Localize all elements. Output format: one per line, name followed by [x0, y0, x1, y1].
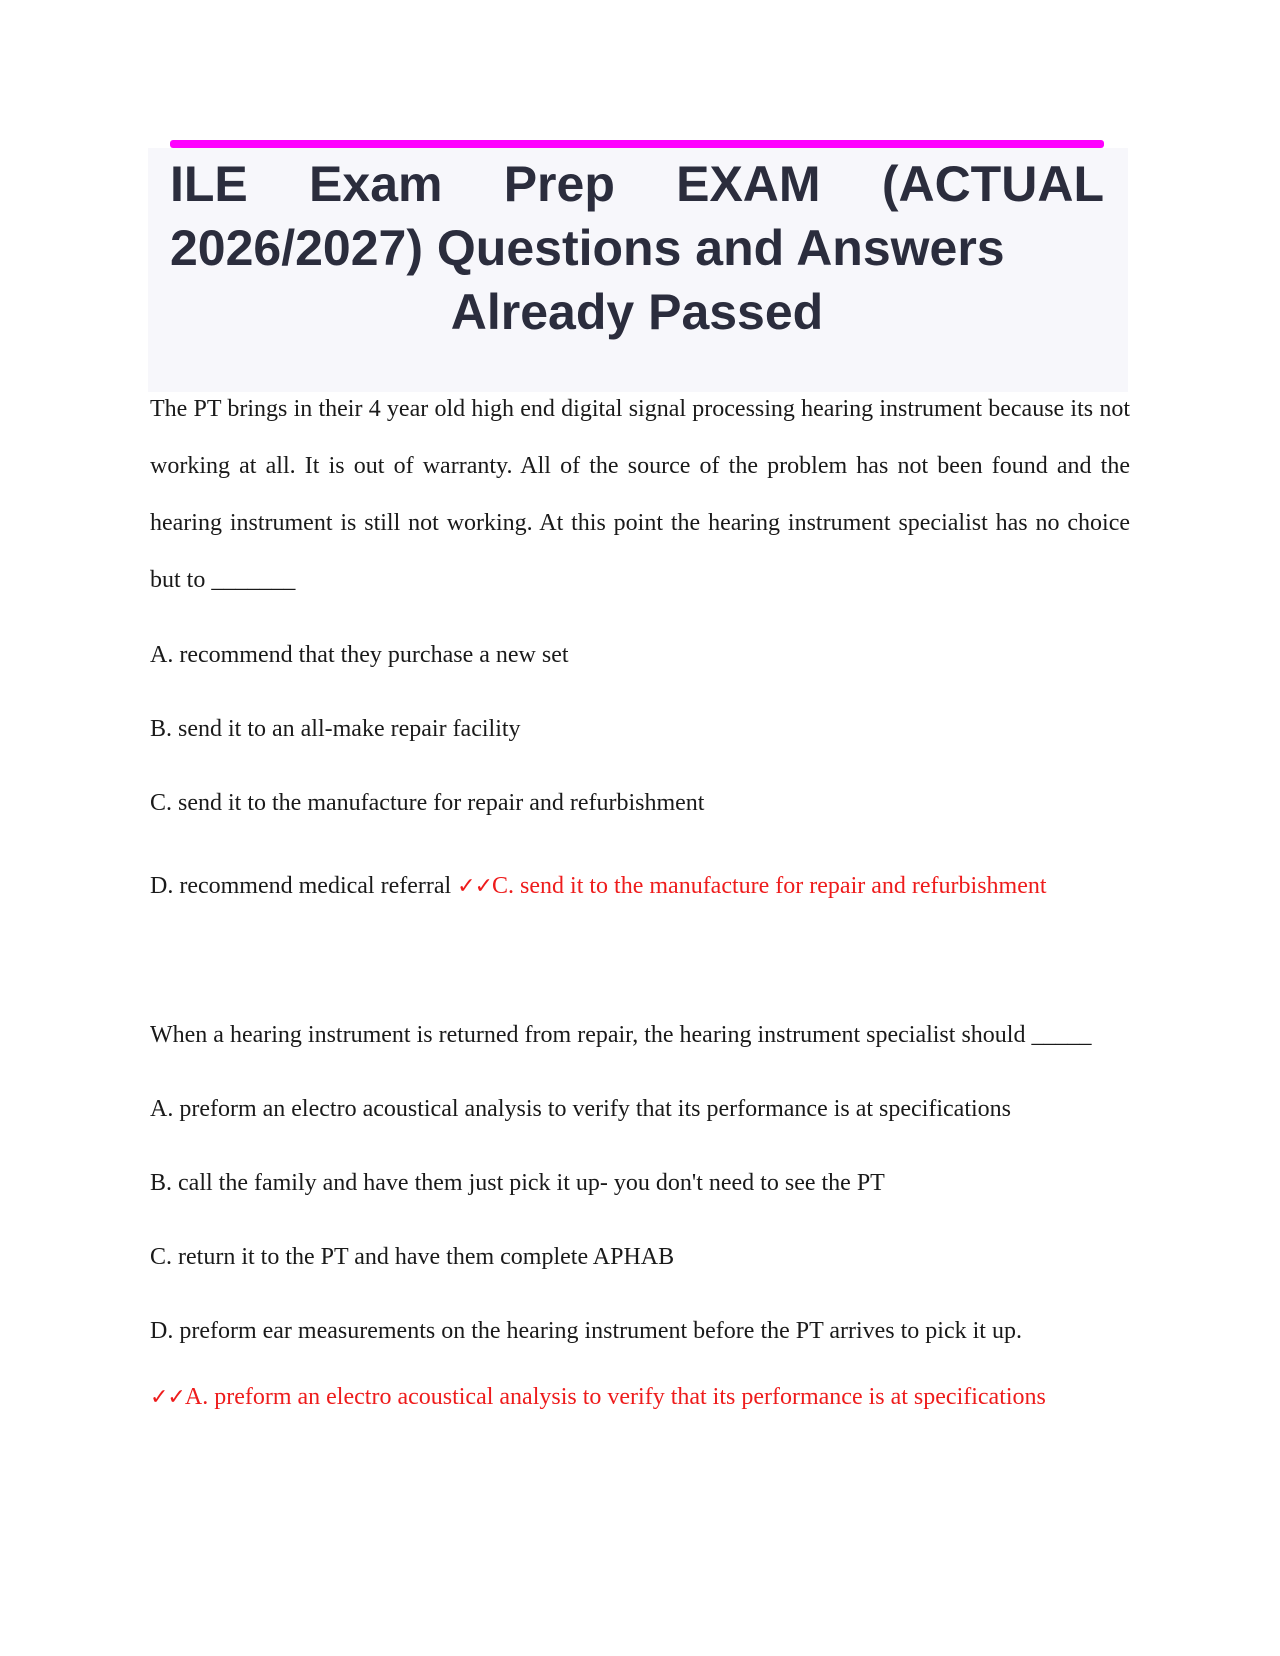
- question-1-text: The PT brings in their 4 year old high end digital signal processing hearing instrument because its not working at all. It is out of warranty. All of the source of the problem has not been found and the hearing instrument is still not working. At this point the hearing instrument specialist has no choice but to _______: [150, 396, 1130, 593]
- double-check-icon: ✓✓: [457, 874, 493, 899]
- title-line-2: 2026/2027) Questions and Answers: [170, 220, 1005, 276]
- title-line-3: Already Passed: [450, 284, 824, 340]
- title-line-1: [170, 152, 1104, 216]
- question-2-option-b: B. call the family and have them just pick it up- you don't need to see the PT: [150, 1170, 885, 1196]
- question-1-option-a: A. recommend that they purchase a new set: [150, 642, 569, 668]
- question-2-text: When a hearing instrument is returned from repair, the hearing instrument specialist should _____: [150, 1022, 1092, 1048]
- title-word: Exam: [309, 156, 443, 212]
- question-1-answer: C. send it to the manufacture for repair and refurbishment: [492, 873, 1047, 899]
- question-2-option-a: A. preform an electro acoustical analysis to verify that its performance is at specifications: [150, 1096, 1012, 1122]
- question-1-option-d-line: [150, 871, 1130, 902]
- question-1-option-c: C. send it to the manufacture for repair and refurbishment: [150, 790, 705, 816]
- title-word: Prep: [503, 156, 615, 212]
- title-accent-bar: [170, 140, 1104, 148]
- title-word: EXAM: [676, 156, 821, 212]
- question-1-option-b: B. send it to an all-make repair facility: [150, 716, 521, 742]
- question-2-option-d: D. preform ear measurements on the hearing instrument before the PT arrives to pick it up.: [150, 1318, 1022, 1344]
- title-word: ILE: [170, 156, 248, 212]
- title-block: [148, 148, 1128, 392]
- question-2-answer: A. preform an electro acoustical analysis to verify that its performance is at specifications: [184, 1384, 1046, 1410]
- title-word: (ACTUAL: [881, 156, 1104, 212]
- question-2-answer-line: [150, 1382, 1130, 1413]
- document-title: [170, 152, 1104, 344]
- question-2-option-c: C. return it to the PT and have them complete APHAB: [150, 1244, 675, 1270]
- double-check-icon: ✓✓: [150, 1385, 185, 1410]
- question-1-option-d: D. recommend medical referral: [150, 873, 452, 899]
